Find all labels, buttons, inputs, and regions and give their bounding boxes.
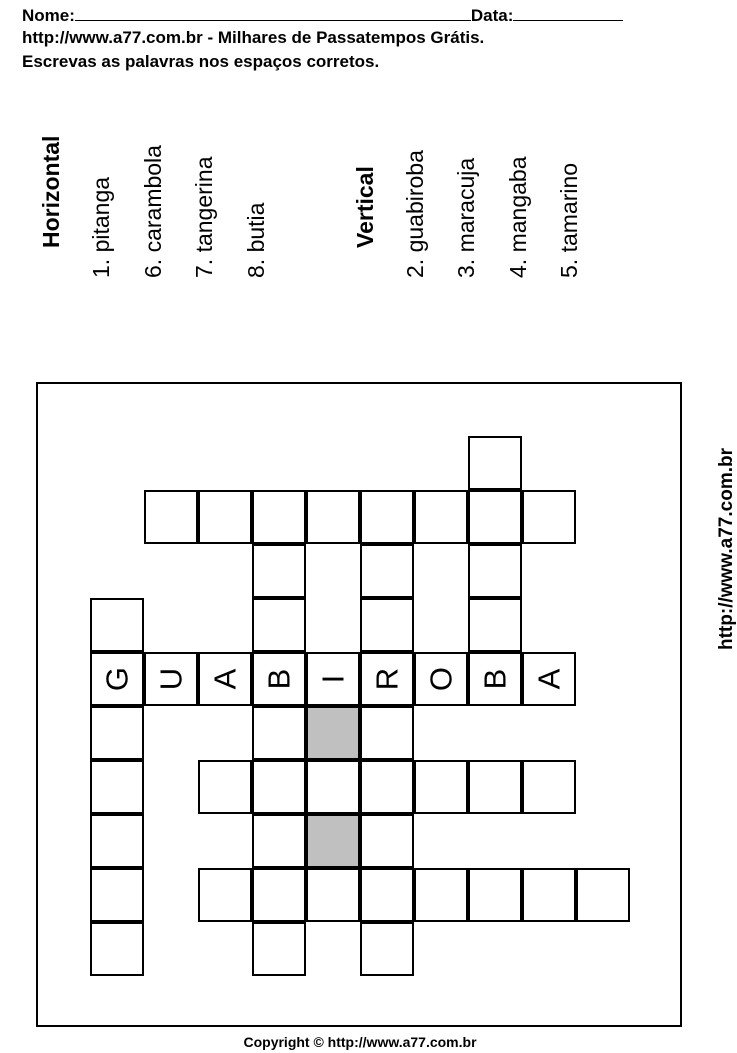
vertical-clue: 3. maracuja [453,157,479,278]
grid-cell[interactable] [306,490,360,544]
grid-cell[interactable] [252,868,306,922]
grid-cell[interactable] [90,922,144,976]
horizontal-clue: 8. butia [243,202,269,278]
grid-cell[interactable] [468,490,522,544]
date-blank[interactable] [513,4,623,21]
grid-cell[interactable] [360,706,414,760]
horizontal-clue: 1. pitanga [88,176,114,278]
grid-cell[interactable] [198,868,252,922]
grid-cell[interactable] [522,490,576,544]
grid-cell[interactable] [90,598,144,652]
grid-cell[interactable] [360,868,414,922]
grid-cell[interactable] [360,598,414,652]
grid-cell[interactable] [360,652,414,706]
grid-cell[interactable] [414,652,468,706]
grid-cell[interactable] [90,868,144,922]
grid-cell[interactable] [468,544,522,598]
vertical-heading: Vertical [352,166,378,248]
grid-cell[interactable] [306,868,360,922]
cell-letter: U [153,667,189,691]
grid-cell[interactable] [576,868,630,922]
grid-cell[interactable] [360,490,414,544]
site-line: http://www.a77.com.br - Milhares de Passatempos Grátis. [22,28,485,47]
grid-cell[interactable] [522,868,576,922]
grid-cell[interactable] [144,490,198,544]
grid-cell[interactable] [306,760,360,814]
grid-cell[interactable] [90,814,144,868]
grid-cell[interactable] [90,652,144,706]
vertical-clue: 2. guabiroba [402,150,428,278]
grid-cell[interactable] [252,490,306,544]
grid-cell[interactable] [90,760,144,814]
grid-cell[interactable] [198,490,252,544]
grid-cell[interactable] [468,598,522,652]
cell-letter: G [99,666,135,692]
vertical-clue: 5. tamarino [556,162,582,278]
horizontal-clue: 6. carambola [140,145,166,278]
horizontal-heading: Horizontal [38,135,64,248]
grid-cell[interactable] [360,760,414,814]
name-label: Nome: [22,6,75,25]
grid-cell[interactable] [252,760,306,814]
grid-cell[interactable] [198,760,252,814]
grid-cell[interactable] [522,760,576,814]
copyright: Copyright © http://www.a77.com.br [243,1034,477,1050]
name-blank[interactable] [75,4,471,21]
grid-cell[interactable] [468,436,522,490]
grid-cell[interactable] [360,814,414,868]
cell-letter: I [315,674,351,684]
grid-cell[interactable] [522,652,576,706]
grid-cell[interactable] [468,868,522,922]
grid-cell[interactable] [90,706,144,760]
grid-cell[interactable] [252,598,306,652]
cell-letter: A [531,668,567,690]
grid-cell[interactable] [414,760,468,814]
date-label: Data: [470,6,514,25]
grid-cell[interactable] [360,544,414,598]
horizontal-clue: 7. tangerina [191,156,217,278]
grid-cell[interactable] [252,544,306,598]
cell-letter: R [369,667,405,691]
grid-cell[interactable] [468,652,522,706]
grid-cell[interactable] [198,652,252,706]
cell-letter: O [423,666,459,692]
vertical-clue: 4. mangaba [505,156,531,278]
grid-cell[interactable] [306,652,360,706]
name-date-line [22,4,623,26]
shaded-cell [306,706,360,760]
cell-letter: B [477,668,513,690]
shaded-cell [306,814,360,868]
grid-cell[interactable] [468,760,522,814]
instruction-text: Escrevas as palavras nos espaços corretos. [22,52,380,71]
grid-cell[interactable] [360,922,414,976]
grid-cell[interactable] [414,868,468,922]
cell-letter: A [207,668,243,690]
grid-cell[interactable] [414,490,468,544]
grid-cell[interactable] [252,706,306,760]
grid-cell[interactable] [252,922,306,976]
grid-cell[interactable] [252,814,306,868]
side-url: http://www.a77.com.br [716,448,737,650]
grid-cell[interactable] [252,652,306,706]
cell-letter: B [261,668,297,690]
grid-cell[interactable] [144,652,198,706]
